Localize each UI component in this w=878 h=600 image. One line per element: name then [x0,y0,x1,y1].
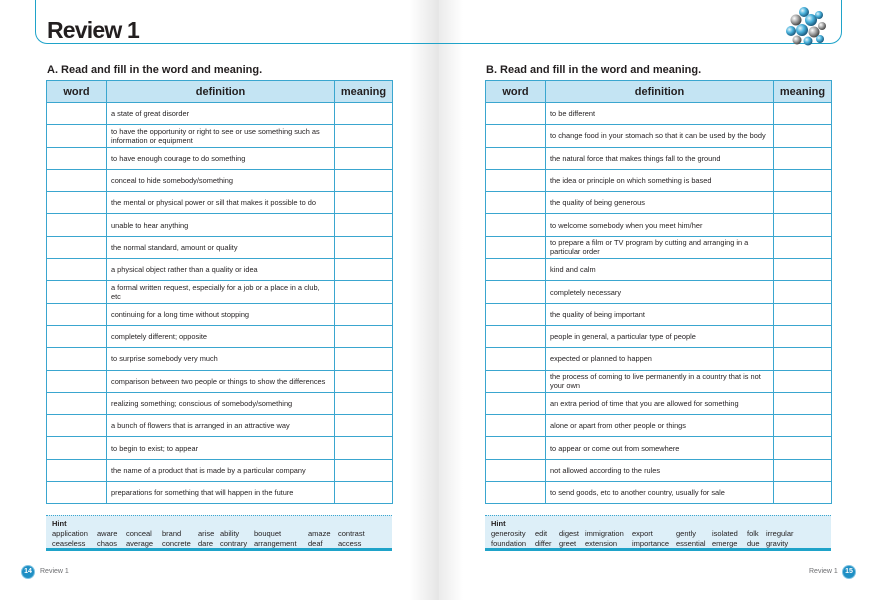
table-row [486,348,832,370]
table-row [47,437,393,459]
meaning-answer-cell[interactable] [774,392,832,414]
section-b-title: B. Read and fill in the word and meaning. [486,64,702,76]
table-row [486,415,832,437]
hint-word: aware [97,529,118,538]
word-answer-cell[interactable] [486,370,546,392]
definition-cell: people in general, a particular type of people [546,325,774,347]
table-row [486,392,832,414]
definition-cell: the normal standard, amount or quality [107,236,335,258]
meaning-answer-cell[interactable] [335,236,393,258]
hint-word: isolated [712,529,738,538]
definition-cell: to change food in your stomach so that it can be used by the body [546,125,774,147]
page-number-badge-left: 14 [21,565,35,579]
table-row [486,459,832,481]
definition-cell: unable to hear anything [107,214,335,236]
definition-cell: a bunch of flowers that is arranged in an attractive way [107,415,335,437]
hint-word: concrete [162,539,191,548]
word-answer-cell[interactable] [47,437,107,459]
definition-cell: kind and calm [546,259,774,281]
meaning-answer-cell[interactable] [335,303,393,325]
word-answer-cell[interactable] [486,103,546,125]
word-answer-cell[interactable] [47,325,107,347]
meaning-answer-cell[interactable] [774,325,832,347]
hint-word: greet [559,539,577,548]
meaning-answer-cell[interactable] [774,415,832,437]
hint-word: differ [535,539,552,548]
meaning-answer-cell[interactable] [335,125,393,147]
hint-row [52,529,386,539]
table-row [486,169,832,191]
table-row [47,325,393,347]
meaning-answer-cell[interactable] [335,169,393,191]
word-answer-cell[interactable] [486,236,546,258]
hint-word: conceal [126,529,152,538]
definition-cell: preparations for something that will happen in the future [107,482,335,504]
hint-word: immigration [585,529,624,538]
table-row [47,459,393,481]
word-answer-cell[interactable] [486,325,546,347]
word-answer-cell[interactable] [47,103,107,125]
book-gutter-shadow [409,0,439,600]
meaning-answer-cell[interactable] [335,482,393,504]
word-answer-cell[interactable] [47,259,107,281]
word-answer-cell[interactable] [486,459,546,481]
word-answer-cell[interactable] [486,125,546,147]
table-row [47,281,393,303]
meaning-answer-cell[interactable] [774,348,832,370]
word-answer-cell[interactable] [47,303,107,325]
hint-word: folk [747,529,759,538]
hint-word: deaf [308,539,323,548]
hint-word: importance [632,539,670,548]
word-answer-cell[interactable] [486,169,546,191]
definition-cell: the mental or physical power or sill that makes it possible to do [107,192,335,214]
definition-cell: a physical object rather than a quality or idea [107,259,335,281]
word-answer-cell[interactable] [47,192,107,214]
hint-word: extension [585,539,618,548]
hint-label: Hint [491,519,506,528]
table-header-row [47,81,393,103]
table-row [47,392,393,414]
definition-cell: the process of coming to live permanently in a country that is not your own [546,370,774,392]
definition-cell: to prepare a film or TV program by cutting and arranging in a particular order [546,236,774,258]
meaning-answer-cell[interactable] [774,281,832,303]
vocab-table-b [485,80,832,504]
definition-cell: to have the opportunity or right to see or use something such as information or equipment [107,125,335,147]
definition-cell: realizing something; conscious of somebody/something [107,392,335,414]
table-row [486,259,832,281]
table-header-row [486,81,832,103]
hint-word: application [52,529,88,538]
hint-row [52,539,386,549]
meaning-answer-cell[interactable] [335,325,393,347]
definition-cell: the quality of being generous [546,192,774,214]
meaning-answer-cell[interactable] [774,103,832,125]
meaning-answer-cell[interactable] [774,259,832,281]
definition-cell: completely necessary [546,281,774,303]
hint-word: generosity [491,529,526,538]
word-answer-cell[interactable] [486,437,546,459]
definition-cell: a state of great disorder [107,103,335,125]
hint-word: bouquet [254,529,282,538]
meaning-answer-cell[interactable] [774,236,832,258]
word-answer-cell[interactable] [47,482,107,504]
table-row [486,147,832,169]
meaning-answer-cell[interactable] [774,303,832,325]
word-answer-cell[interactable] [486,147,546,169]
table-row [486,281,832,303]
molecule-decoration-icon [784,6,828,46]
hint-word: emerge [712,539,738,548]
hint-word: export [632,529,653,538]
table-row [486,103,832,125]
table-row [47,303,393,325]
definition-cell: to appear or come out from somewhere [546,437,774,459]
table-row [486,482,832,504]
definition-cell: the quality of being important [546,303,774,325]
definition-cell: the name of a product that is made by a particular company [107,459,335,481]
definition-cell: comparison between two people or things to show the differences [107,370,335,392]
hint-word: essential [676,539,706,548]
meaning-answer-cell[interactable] [774,125,832,147]
hint-word: irregular [766,529,794,538]
hint-word: gravity [766,539,789,548]
meaning-answer-cell[interactable] [774,482,832,504]
word-answer-cell[interactable] [486,192,546,214]
column-header-meaning: meaning [335,81,393,103]
table-row [486,325,832,347]
hint-word: contrast [338,529,365,538]
table-row [47,103,393,125]
meaning-answer-cell[interactable] [335,214,393,236]
hint-box-b [485,515,831,551]
table-row [47,370,393,392]
hint-word: ceaseless [52,539,86,548]
word-answer-cell[interactable] [486,392,546,414]
word-answer-cell[interactable] [486,214,546,236]
meaning-answer-cell[interactable] [335,259,393,281]
hint-word: foundation [491,539,527,548]
definition-cell: to be different [546,103,774,125]
meaning-answer-cell[interactable] [774,169,832,191]
hint-word: average [126,539,154,548]
word-answer-cell[interactable] [486,348,546,370]
definition-cell: to send goods, etc to another country, usually for sale [546,482,774,504]
meaning-answer-cell[interactable] [774,214,832,236]
meaning-answer-cell[interactable] [335,348,393,370]
table-row [47,259,393,281]
table-row [47,125,393,147]
word-answer-cell[interactable] [47,236,107,258]
hint-word: contrary [220,539,248,548]
definition-cell: completely different; opposite [107,325,335,347]
hint-row [491,529,825,539]
word-answer-cell[interactable] [47,214,107,236]
word-answer-cell[interactable] [486,415,546,437]
table-row [47,169,393,191]
hint-word: digest [559,529,580,538]
meaning-answer-cell[interactable] [774,370,832,392]
hint-word: ability [220,529,240,538]
definition-cell: to welcome somebody when you meet him/her [546,214,774,236]
table-row [486,437,832,459]
table-row [47,348,393,370]
definition-cell: continuing for a long time without stopping [107,303,335,325]
word-answer-cell[interactable] [47,415,107,437]
word-answer-cell[interactable] [47,392,107,414]
definition-cell: not allowed according to the rules [546,459,774,481]
meaning-answer-cell[interactable] [335,392,393,414]
definition-cell: conceal to hide somebody/something [107,169,335,191]
hint-word: gently [676,529,697,538]
section-a-title: A. Read and fill in the word and meaning. [47,64,263,76]
word-answer-cell[interactable] [47,459,107,481]
hint-row [491,539,825,549]
definition-cell: alone or apart from other people or things [546,415,774,437]
word-answer-cell[interactable] [47,370,107,392]
definition-cell: the idea or principle on which something is based [546,169,774,191]
word-answer-cell[interactable] [486,259,546,281]
hint-word: amaze [308,529,331,538]
hint-box-a [46,515,392,551]
table-row [486,214,832,236]
hint-word: chaos [97,539,118,548]
definition-cell: an extra period of time that you are allowed for something [546,392,774,414]
table-row [47,236,393,258]
table-row [47,415,393,437]
vocab-table-a [46,80,393,504]
book-gutter-shadow [439,0,463,600]
meaning-answer-cell[interactable] [774,192,832,214]
meaning-answer-cell[interactable] [774,459,832,481]
meaning-answer-cell[interactable] [335,370,393,392]
table-row [486,303,832,325]
table-row [486,236,832,258]
footer-label-left: Review 1 [40,568,69,575]
definition-cell: the natural force that makes things fall to the ground [546,147,774,169]
meaning-answer-cell[interactable] [335,437,393,459]
hint-label: Hint [52,519,67,528]
table-row [47,214,393,236]
definition-cell: to surprise somebody very much [107,348,335,370]
word-answer-cell[interactable] [486,281,546,303]
hint-word: edit [535,529,548,538]
definition-cell: expected or planned to happen [546,348,774,370]
hint-word: due [747,539,760,548]
hint-word: arrangement [254,539,297,548]
word-answer-cell[interactable] [47,125,107,147]
word-answer-cell[interactable] [47,281,107,303]
meaning-answer-cell[interactable] [335,459,393,481]
column-header-definition: definition [107,81,335,103]
column-header-definition: definition [546,81,774,103]
word-answer-cell[interactable] [47,348,107,370]
word-answer-cell[interactable] [486,303,546,325]
meaning-answer-cell[interactable] [774,437,832,459]
meaning-answer-cell[interactable] [335,147,393,169]
word-answer-cell[interactable] [486,482,546,504]
definition-cell: to have enough courage to do something [107,147,335,169]
table-row [486,370,832,392]
word-answer-cell[interactable] [47,147,107,169]
column-header-word: word [486,81,546,103]
definition-cell: to begin to exist; to appear [107,437,335,459]
hint-word: access [338,539,362,548]
hint-word: brand [162,529,182,538]
table-row [47,192,393,214]
definition-cell: a formal written request, especially for a job or a place in a club, etc [107,281,335,303]
table-row [486,192,832,214]
meaning-answer-cell[interactable] [335,415,393,437]
meaning-answer-cell[interactable] [774,147,832,169]
meaning-answer-cell[interactable] [335,281,393,303]
table-row [47,482,393,504]
header-frame-right [439,0,842,44]
word-answer-cell[interactable] [47,169,107,191]
page-number-badge-right: 15 [842,565,856,579]
table-row [47,147,393,169]
column-header-word: word [47,81,107,103]
meaning-answer-cell[interactable] [335,103,393,125]
column-header-meaning: meaning [774,81,832,103]
footer-label-right: Review 1 [809,568,838,575]
page-title: Review 1 [47,17,140,43]
hint-word: arise [198,529,215,538]
table-row [486,125,832,147]
meaning-answer-cell[interactable] [335,192,393,214]
hint-word: dare [198,539,214,548]
